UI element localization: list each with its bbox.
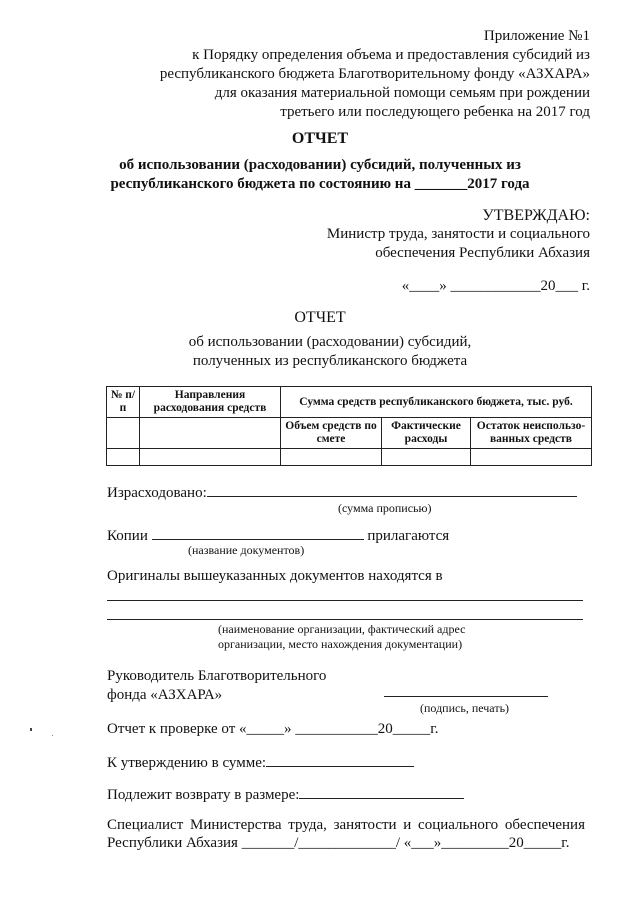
body-report-line1: об использовании (расходовании) субсидий, (188, 334, 472, 350)
approval-date-field[interactable]: «____» ____________20___ г. (401, 278, 590, 294)
originals-input-line-1[interactable] (107, 600, 583, 601)
specialist-line1: Специалист Министерства труда, занятости и социального обеспечения (107, 817, 585, 833)
approval-line2: обеспечения Республики Абхазия (375, 245, 590, 261)
empty-cell (107, 418, 140, 449)
appendix-line: для оказания материальной помощи семьям при рождении (214, 85, 590, 101)
copies-hint: (название документов) (188, 543, 305, 557)
originals-hint-2: организации, место нахождения документации) (218, 637, 463, 651)
head-line1: Руководитель Благотворительного (107, 668, 327, 684)
copies-label: Копии (107, 528, 148, 544)
header-sum-group: Сумма средств республиканского бюджета, тыс. руб. (281, 387, 592, 418)
table-row (107, 449, 592, 466)
header-number: № п/п (107, 387, 140, 418)
scan-speck (30, 728, 32, 731)
approval-block (327, 206, 590, 296)
approval-line1: Министр труда, занятости и социального (326, 226, 590, 242)
approve-sum-label: К утверждению в сумме: (107, 755, 267, 771)
table-cell[interactable] (107, 449, 140, 466)
return-label: Подлежит возврату в размере: (107, 787, 300, 803)
spent-row (107, 482, 577, 503)
appendix-line: республиканского бюджета Благотворительному фонду «АЗХАРА» (159, 66, 590, 82)
body-report-line2: полученных из республиканского бюджета (192, 353, 468, 369)
specialist-line2[interactable]: Республики Абхазия _______/_____________/ «___»_________20_____г. (107, 835, 570, 851)
table-cell[interactable] (471, 449, 592, 466)
return-row (107, 784, 464, 805)
approve-sum-input-line[interactable] (266, 752, 414, 767)
signature-hint: (подпись, печать) (420, 701, 510, 715)
appendix-block (160, 27, 590, 122)
spent-hint: (сумма прописью) (338, 501, 432, 515)
report-subtitle-line1: об использовании (расходовании) субсидий, полученных из (119, 157, 521, 173)
table-cell[interactable] (281, 449, 382, 466)
spent-input-line[interactable] (207, 482, 577, 497)
return-input-line[interactable] (299, 784, 464, 799)
copies-suffix: прилагаются (367, 528, 450, 544)
report-title: ОТЧЕТ (291, 130, 349, 147)
report-date-blank[interactable]: _______ (414, 176, 468, 192)
table-cell[interactable] (382, 449, 471, 466)
head-line2: фонда «АЗХАРА» (107, 687, 223, 703)
header-planned: Объем средств по смете (281, 418, 382, 449)
originals-label: Оригиналы вышеуказанных документов находятся в (107, 568, 443, 584)
originals-input-line-2[interactable] (107, 619, 583, 620)
signature-line[interactable] (384, 696, 548, 697)
header-actual: Фактические расходы (382, 418, 471, 449)
scan-speck (52, 735, 53, 736)
appendix-title: Приложение №1 (483, 28, 590, 44)
empty-cell (140, 418, 281, 449)
approve-sum-row (107, 752, 414, 773)
approval-label: УТВЕРЖДАЮ: (482, 207, 590, 224)
appendix-line: к Порядку определения объема и предоставления субсидий из (192, 47, 590, 63)
report-subtitle-suffix: 2017 года (467, 176, 530, 192)
review-date-field[interactable]: Отчет к проверке от «_____» ___________20_____г. (107, 721, 439, 737)
table-cell[interactable] (140, 449, 281, 466)
header-direction: Направления расходования средств (140, 387, 281, 418)
report-subtitle-prefix: республиканского бюджета по состоянию на (110, 176, 411, 192)
expense-table (106, 386, 592, 466)
report-subtitle-line2 (0, 175, 640, 194)
body-report-title: ОТЧЕТ (294, 309, 346, 326)
originals-hint-1: (наименование организации, фактический адрес (218, 622, 466, 636)
spent-label: Израсходовано: (107, 485, 207, 501)
copies-input-line[interactable] (152, 525, 364, 540)
appendix-line: третьего или последующего ребенка на 2017 год (280, 104, 590, 120)
header-remaining: Остаток неиспользо-ванных средств (471, 418, 592, 449)
